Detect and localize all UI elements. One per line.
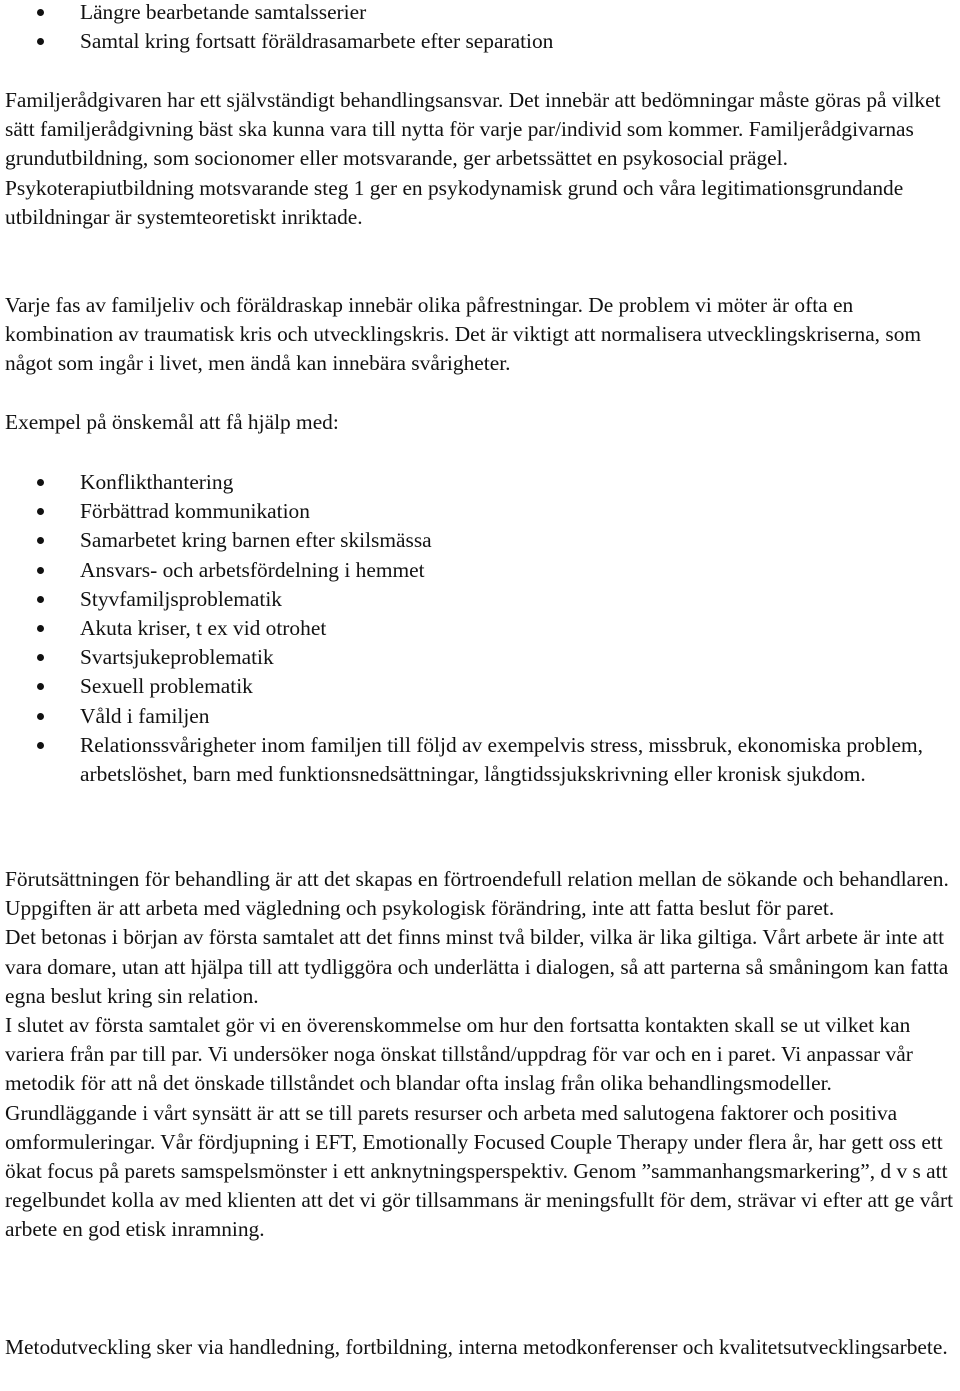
bullet-icon — [37, 508, 44, 515]
bullet-icon — [37, 654, 44, 661]
bullet-icon — [37, 38, 44, 45]
list-item-text: Styvfamiljsproblematik — [80, 586, 282, 611]
list-item — [5, 672, 960, 701]
list-item — [5, 468, 960, 497]
list-item — [5, 731, 960, 789]
list-item — [5, 0, 553, 27]
bullet-icon — [37, 713, 44, 720]
list-item — [5, 27, 553, 56]
list-item-text: Svartsjukeproblematik — [80, 645, 274, 670]
examples-heading: Exempel på önskemål att få hjälp med: — [5, 410, 339, 434]
list-item-text: Akuta kriser, t ex vid otrohet — [80, 616, 327, 641]
paragraph-prerequisite: Förutsättningen för behandling är att det skapas en förtroendefull relation mellan de sökande och behandlaren. Uppgiften är att arbeta med vägledning och psykologisk förändring, inte att fatta beslut för paret. — [5, 867, 949, 921]
list-item — [5, 643, 960, 672]
list-item-text: Sexuell problematik — [80, 674, 253, 699]
list-item-text: Våld i familjen — [80, 703, 210, 728]
list-item-text: Samarbetet kring barnen efter skilsmässa — [80, 528, 432, 553]
bullet-icon — [37, 625, 44, 632]
bullet-icon — [37, 742, 44, 749]
bullet-icon — [37, 537, 44, 544]
list-item-text: Förbättrad kommunikation — [80, 499, 310, 524]
bullet-icon — [37, 567, 44, 574]
paragraph-method-development: Metodutveckling sker via handledning, fortbildning, interna metodkonferenser och kvalitetsutvecklingsarbete. — [5, 1335, 948, 1359]
bullet-icon — [37, 596, 44, 603]
list-item-text: Längre bearbetande samtalsserier — [80, 0, 367, 24]
list-item — [5, 702, 960, 731]
paragraph-family-phases: Varje fas av familjeliv och föräldraskap innebär olika påfrestningar. De problem vi möter är ofta en kombination av traumatisk kris och utvecklingskris. Det är viktigt att normalisera utvecklingskriserna, som något som ingår i livet, men ändå kan innebära svårigheter. — [5, 293, 922, 376]
bullet-icon — [37, 683, 44, 690]
list-item — [5, 526, 960, 555]
service-list — [5, 0, 553, 56]
paragraph-two-pictures: Det betonas i början av första samtalet att det finns minst två bilder, vilka är lika giltiga. Vårt arbete är inte att vara domare, utan att hjälpa till att tydliggöra och underlätta i dialogen, så att parterna så småningom kan fatta egna beslut kring sin relation. — [5, 925, 949, 1008]
bullet-icon — [37, 9, 44, 16]
list-item — [5, 614, 960, 643]
list-item-text: Ansvars- och arbetsfördelning i hemmet — [80, 557, 425, 582]
paragraph-agreement: I slutet av första samtalet gör vi en överenskommelse om hur den fortsatta kontakten skall se ut vilket kan variera från par till par. Vi undersöker noga önskat tillstånd/uppdrag för var och en i paret. Vi anpassar vår metodik för att nå det önskade tillståndet och blandar ofta inslag från olika behandlingsmodeller. Grundläggande i vårt synsätt är att se till parets resurser och arbeta med salutogena faktorer och positiva omformuleringar. Vår fördjupning i EFT, Emotionally Focused Couple Therapy under flera år, har gett oss ett ökat focus på parets samspelsmönster i ett anknytningsperspektiv. Genom ”sammanhangsmarkering”, d v s att regelbundet kolla av med klienten att det vi gör tillsammans är meningsfullt för dem, strävar vi efter att ge vårt arbete en god etisk inramning. — [5, 1013, 954, 1242]
list-item — [5, 585, 960, 614]
list-item-text: Relationssvårigheter inom familjen till följd av exempelvis stress, missbruk, ekonomiska problem, arbetslöshet, barn med funktionsnedsättningar, långtidssjukskrivning eller kronisk sjukdom. — [80, 732, 923, 787]
list-item — [5, 556, 960, 585]
paragraph-group-treatment — [5, 865, 960, 1245]
bullet-icon — [37, 479, 44, 486]
examples-list — [5, 468, 960, 789]
list-item-text: Konflikthantering — [80, 470, 234, 494]
paragraph-treatment-responsibility: Familjerådgivaren har ett självständigt behandlingsansvar. Det innebär att bedömningar måste göras på vilket sätt familjerådgivning bäst ska kunna vara till nytta för varje par/individ som kommer. Familjerådgivarnas grundutbildning, som socionomer eller motsvarande, ger arbetssättet en psykosocial prägel. Psykoterapiutbildning motsvarande steg 1 ger en psykodynamisk grund och våra legitimationsgrundande utbildningar är systemteoretiskt inriktade. — [5, 88, 941, 229]
list-item — [5, 497, 960, 526]
list-item-text: Samtal kring fortsatt föräldrasamarbete efter separation — [80, 29, 554, 54]
